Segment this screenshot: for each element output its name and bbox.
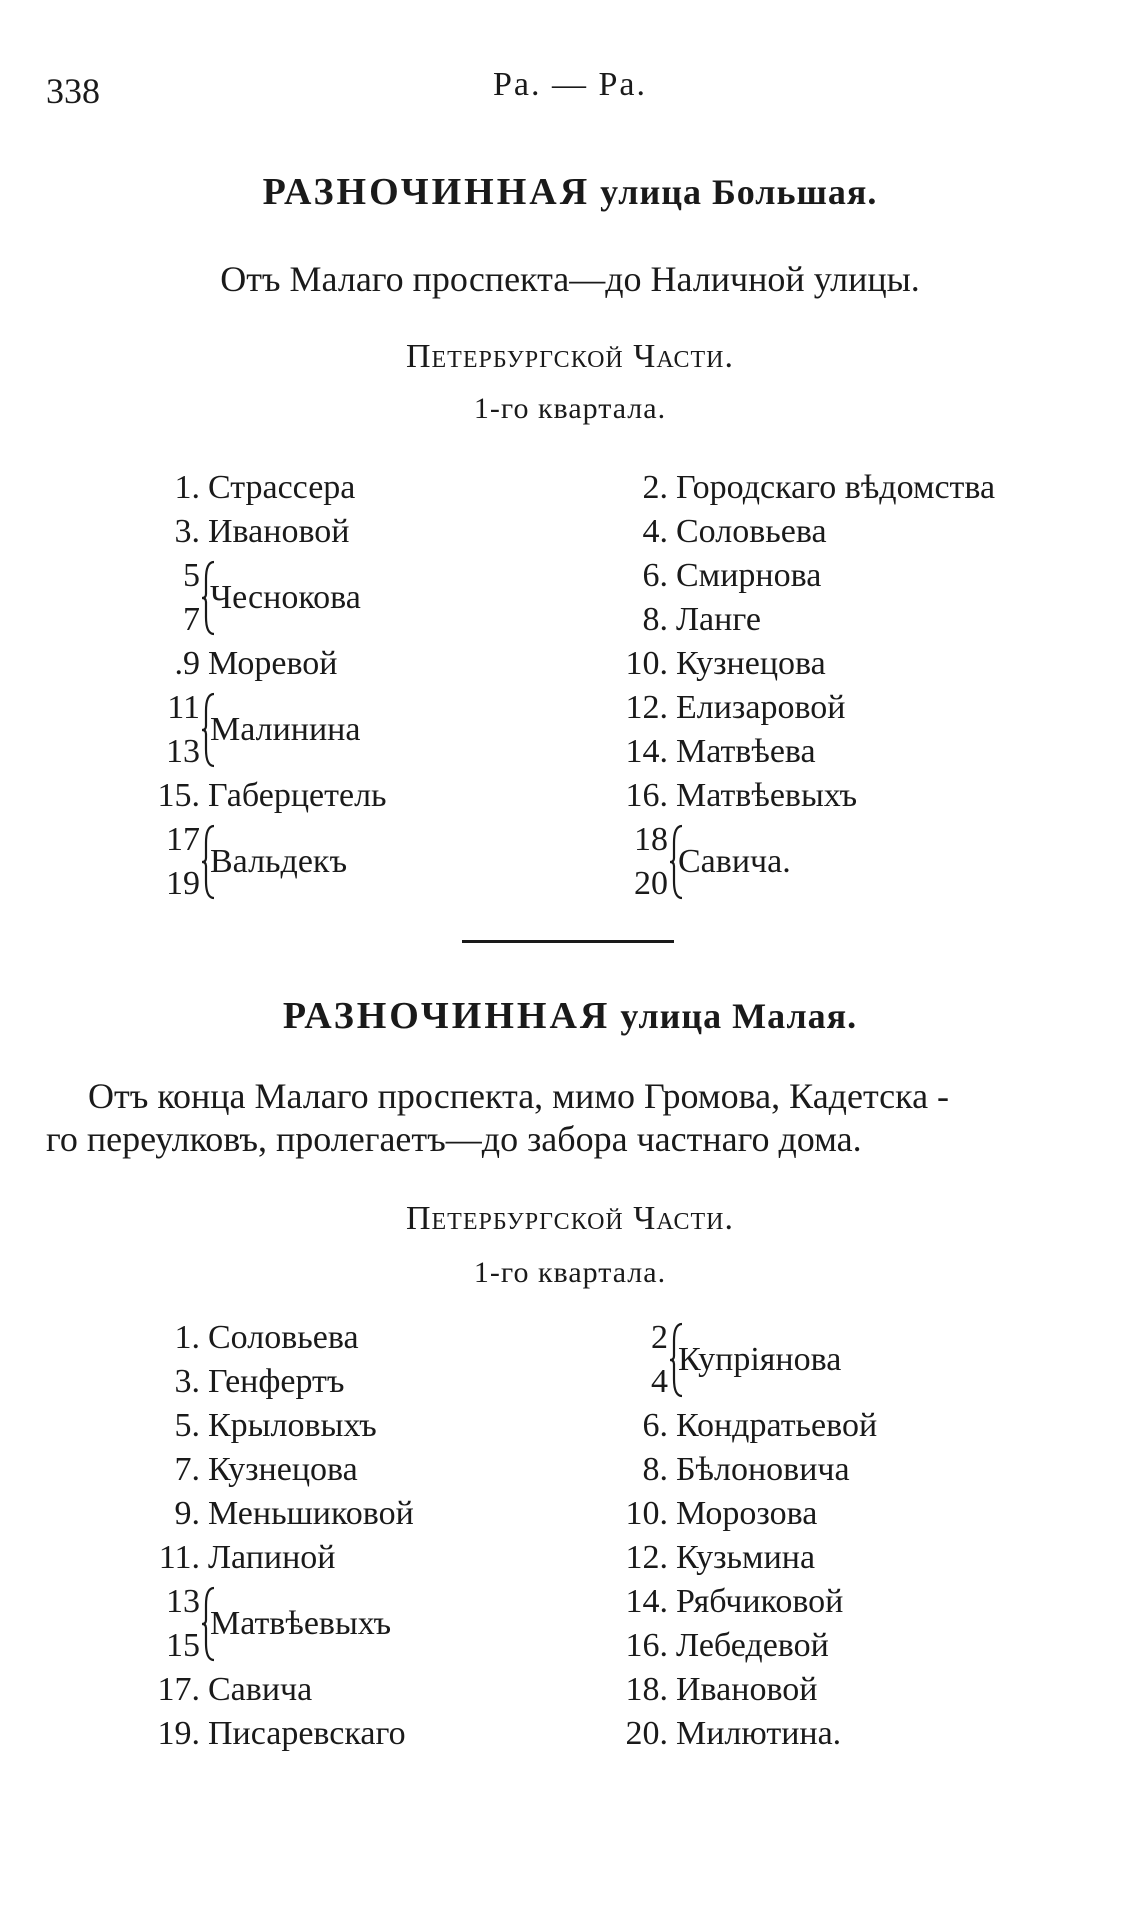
house-entry xyxy=(598,554,821,598)
house-number: 16. xyxy=(625,777,668,814)
section-2-title-caps: РАЗНОЧИННАЯ xyxy=(282,995,611,1037)
house-numbers xyxy=(608,818,668,906)
house-number: 1. xyxy=(174,1319,200,1356)
owner-name: Лапиной xyxy=(208,1539,336,1576)
house-number: 12. xyxy=(625,689,668,726)
owner-name: Савича. xyxy=(678,843,791,880)
owner-name: Кузнецова xyxy=(208,1451,358,1488)
section-1-quarter: 1-го квартала. xyxy=(473,392,667,425)
house-entry-braced xyxy=(0,554,1140,642)
house-number: 14. xyxy=(625,1583,668,1620)
section-2-description-line-1: Отъ конца Малаго проспекта, мимо Громова, Кадетска - xyxy=(88,1076,950,1116)
house-numbers xyxy=(608,1316,668,1404)
house-number: 6. xyxy=(642,557,668,594)
owner-name: Савича xyxy=(208,1671,313,1708)
section-2-title-rest: улица Малая. xyxy=(620,996,858,1036)
house-number: 16. xyxy=(625,1627,668,1664)
house-number: 20. xyxy=(625,1715,668,1752)
section-divider xyxy=(462,940,674,943)
owner-name: Малинина xyxy=(210,711,361,748)
house-entry xyxy=(140,1404,377,1448)
house-number: 5 xyxy=(183,557,200,594)
house-number: 10. xyxy=(625,645,668,682)
owner-name: Соловьева xyxy=(676,513,827,550)
house-entry xyxy=(140,466,355,510)
owner-name: Крыловыхъ xyxy=(208,1407,377,1444)
owner-name: Соловьева xyxy=(208,1319,359,1356)
house-numbers xyxy=(140,554,200,642)
running-head: Ра. — Ра. xyxy=(493,66,647,103)
owner-name: Рябчиковой xyxy=(676,1583,844,1620)
section-1-title xyxy=(0,170,1140,214)
house-entry-braced xyxy=(0,1316,1140,1404)
house-entry xyxy=(140,1668,312,1712)
house-entry xyxy=(140,510,349,554)
owner-name: Ланге xyxy=(676,601,761,638)
house-number: 2 xyxy=(651,1319,668,1356)
house-number: .9 xyxy=(174,645,200,682)
house-number: 17. xyxy=(157,1671,200,1708)
house-number: 20 xyxy=(634,865,668,902)
owner-name: Купріянова xyxy=(678,1341,842,1378)
house-entry xyxy=(140,1492,414,1536)
house-number: 7 xyxy=(183,601,200,638)
house-number: 9. xyxy=(174,1495,200,1532)
house-number: 1. xyxy=(174,469,200,506)
house-number: 8. xyxy=(642,601,668,638)
owner-name: Матвѣевыхъ xyxy=(676,777,858,814)
owner-name: Смирнова xyxy=(676,557,822,594)
house-entry xyxy=(598,1668,817,1712)
house-number: 4 xyxy=(651,1363,668,1400)
owner-name: Милютина. xyxy=(676,1715,842,1752)
owner-name: Писаревскаго xyxy=(208,1715,406,1752)
house-number: 13 xyxy=(166,733,200,770)
owner-name: Кузнецова xyxy=(676,645,826,682)
house-entry xyxy=(598,686,845,730)
owner-name: Матвѣева xyxy=(676,733,816,770)
house-number: 14. xyxy=(625,733,668,770)
section-1-title-rest: улица Большая. xyxy=(600,172,878,212)
section-2-title xyxy=(0,994,1140,1038)
owner-name: Матвѣевыхъ xyxy=(210,1605,392,1642)
house-entry xyxy=(598,598,761,642)
house-number: 10. xyxy=(625,1495,668,1532)
house-entry xyxy=(598,466,995,510)
owner-name: Кондратьевой xyxy=(676,1407,878,1444)
house-entry xyxy=(598,1624,829,1668)
house-number: 18 xyxy=(634,821,668,858)
house-entry xyxy=(140,1712,406,1756)
owner-name: Страссера xyxy=(208,469,356,506)
house-number: 15 xyxy=(166,1627,200,1664)
section-2-description-line-2: го переулковъ, пролегаетъ—до забора частнаго дома. xyxy=(46,1119,862,1159)
house-number: 19 xyxy=(166,865,200,902)
house-number: 8. xyxy=(642,1451,668,1488)
house-number: 4. xyxy=(642,513,668,550)
owner-name: Морозова xyxy=(676,1495,818,1532)
owner-name: Бѣлоновича xyxy=(676,1451,850,1488)
owner-name: Габерцетель xyxy=(208,777,387,814)
section-2-quarter: 1-го квартала. xyxy=(473,1256,667,1289)
house-entry-braced xyxy=(0,818,1140,906)
house-entry xyxy=(140,774,387,818)
section-1-title-caps: РАЗНОЧИННАЯ xyxy=(262,171,591,213)
owner-name: Елизаровой xyxy=(676,689,846,726)
house-entry-braced xyxy=(0,1580,1140,1668)
owner-name: Моревой xyxy=(208,645,338,682)
house-entry xyxy=(598,1536,815,1580)
house-entry xyxy=(140,1448,358,1492)
house-entry xyxy=(598,1448,850,1492)
house-entry xyxy=(598,730,816,774)
owner-name: Лебедевой xyxy=(676,1627,829,1664)
owner-name: Ивановой xyxy=(676,1671,818,1708)
house-number: 13 xyxy=(166,1583,200,1620)
house-number: 11 xyxy=(167,689,200,726)
house-entry xyxy=(598,774,857,818)
house-entry xyxy=(598,642,826,686)
house-entry xyxy=(598,1580,843,1624)
house-number: 7. xyxy=(174,1451,200,1488)
house-entry xyxy=(598,1492,817,1536)
owner-name: Генфертъ xyxy=(208,1363,345,1400)
section-2-part: Петербургской Части. xyxy=(405,1200,735,1237)
house-entry xyxy=(140,1536,335,1580)
house-number: 12. xyxy=(625,1539,668,1576)
house-number: 3. xyxy=(174,513,200,550)
owner-name: Городскаго вѣдомства xyxy=(676,469,996,506)
owner-name: Ивановой xyxy=(208,513,350,550)
owner-name: Чеснокова xyxy=(210,579,361,616)
house-number: 5. xyxy=(174,1407,200,1444)
house-numbers xyxy=(140,1580,200,1668)
house-number: 19. xyxy=(157,1715,200,1752)
house-entry xyxy=(140,642,338,686)
house-number: 15. xyxy=(157,777,200,814)
section-1-part: Петербургской Части. xyxy=(405,338,735,375)
house-numbers xyxy=(140,686,200,774)
house-entry xyxy=(598,1404,877,1448)
section-1-description: Отъ Малаго проспекта—до Наличной улицы. xyxy=(220,259,920,299)
house-entry xyxy=(598,510,827,554)
house-entry-braced xyxy=(0,686,1140,774)
house-number: 6. xyxy=(642,1407,668,1444)
owner-name: Вальдекъ xyxy=(210,843,348,880)
house-number: 2. xyxy=(642,469,668,506)
house-number: 3. xyxy=(174,1363,200,1400)
house-number: 18. xyxy=(625,1671,668,1708)
owner-name: Кузьмина xyxy=(676,1539,816,1576)
house-number: 11. xyxy=(158,1539,200,1576)
page-number: 338 xyxy=(46,71,100,111)
house-number: 17 xyxy=(166,821,200,858)
house-entry xyxy=(598,1712,841,1756)
owner-name: Меньшиковой xyxy=(208,1495,414,1532)
